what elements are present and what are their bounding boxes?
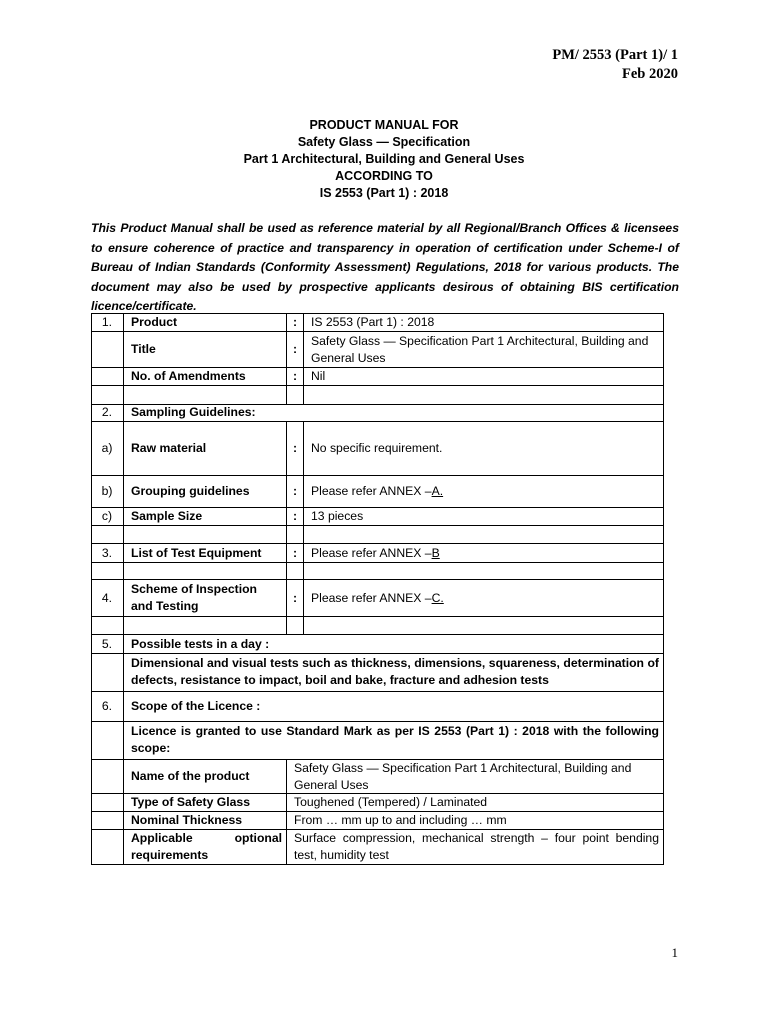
document-date: Feb 2020 [622,66,678,82]
document-reference: PM/ 2553 (Part 1)/ 1 [552,47,678,63]
sampling-label: Sampling Guidelines: [131,405,256,419]
raw-material-value: No specific requirement. [311,441,443,455]
annex-b-link[interactable]: B [431,545,440,560]
title-line-1: PRODUCT MANUAL FOR [309,118,459,132]
sample-size-value: 13 pieces [311,509,364,523]
test-equipment-value-text: Please refer ANNEX – [311,545,432,560]
row-number: 6. [101,699,113,713]
title-line-5: IS 2553 (Part 1) : 2018 [319,186,449,200]
amendments-value: Nil [311,369,326,383]
colon: : [292,545,298,560]
scope-row-label: Applicable optional requirements [131,831,282,862]
scope-row-value: Surface compression, mechanical strength – four point bending test, humidity test [294,831,659,862]
colon: : [292,314,298,329]
colon: : [292,509,298,523]
row-number: b) [101,484,113,498]
grouping-label: Grouping guidelines [131,484,250,498]
scope-row-value: Toughened (Tempered) / Laminated [294,795,488,809]
row-number: 1. [101,314,113,329]
amendments-label: No. of Amendments [131,369,246,383]
row-number: 5. [101,636,113,651]
product-label: Product [131,314,178,329]
test-equipment-value [304,544,663,562]
inspection-label: Scheme of Inspection and Testing [131,582,257,613]
scope-row-value: From … mm up to and including … mm [294,813,507,827]
possible-tests-label: Possible tests in a day : [131,636,270,651]
row-number: c) [101,509,113,523]
annex-c-link[interactable]: C. [431,590,444,605]
page-number: 1 [671,945,678,960]
colon: : [292,590,298,605]
grouping-value-text: Please refer ANNEX – [311,484,432,498]
row-number: 3. [101,545,113,560]
row-number: 4. [101,590,113,605]
annex-a-link[interactable]: A. [431,484,444,498]
scope-row-label: Type of Safety Glass [131,795,250,809]
title-label: Title [131,342,156,356]
title-line-4: ACCORDING TO [335,169,433,183]
intro-paragraph: This Product Manual shall be used as reference material by all Regional/Branch Offices & licensees to ensure coherence of practice and transparency in operation of certification under Scheme-I of Bureau of Indian Standards (Conformity Assessment) Regulations, 2018 for various products. The document may also be used by prospective applicants desirous of obtaining BIS certification licence/certificate. [91,221,679,313]
scope-label: Scope of the Licence : [131,699,261,713]
product-table [91,313,664,865]
sample-size-label: Sample Size [131,509,203,523]
title-line-2: Safety Glass — Specification [297,135,471,149]
colon: : [292,342,298,356]
title-value: Safety Glass — Specification Part 1 Architectural, Building and General Uses [311,333,649,365]
possible-tests-text: Dimensional and visual tests such as thickness, dimensions, squareness, determination of defects, resistance to impact, boil and bake, fracture and adhesion tests [131,656,659,687]
raw-material-label: Raw material [131,441,207,455]
scope-row-label: Name of the product [131,769,250,783]
title-line-3: Part 1 Architectural, Building and General Uses [243,152,525,166]
scope-row-value: Safety Glass — Specification Part 1 Architectural, Building and General Uses [294,760,632,792]
colon: : [292,441,298,455]
scope-row-label: Nominal Thickness [131,813,243,827]
row-number: a) [101,441,113,455]
colon: : [292,484,298,498]
inspection-value [304,580,663,616]
colon: : [292,369,298,383]
test-equipment-label: List of Test Equipment [131,545,262,560]
row-number: 2. [101,405,113,419]
inspection-value-text: Please refer ANNEX – [311,590,432,605]
grouping-value [304,476,663,507]
scope-text: Licence is granted to use Standard Mark as per IS 2553 (Part 1) : 2018 with the following scope: [131,724,659,755]
product-value: IS 2553 (Part 1) : 2018 [311,314,435,329]
